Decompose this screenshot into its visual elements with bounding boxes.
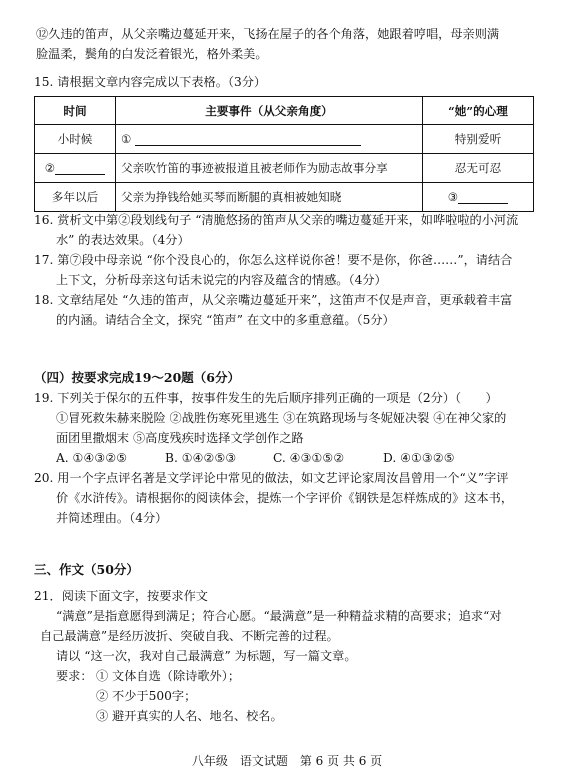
answer-blank-3[interactable] [458, 192, 508, 204]
q18-line-2: 的内涵。请结合全文，探究 “笛声” 在文中的多重意蕴。（5分） [56, 313, 395, 327]
q21-text-1: “满意”是指意愿得到满足；符合心愿。“最满意”是一种精益求精的高要求；追求“对 [56, 609, 502, 623]
part4-title: （四）按要求完成19～20题（6分） [34, 370, 240, 385]
q21-requirement-1: ① 文体自选（除诗歌外）； [96, 669, 241, 683]
q19-option-b: B. ①④②⑤③ [165, 451, 237, 465]
passage-line-1: ⑫久违的笛声，从父亲嘴边蔓延开来，飞扬在屋子的各个角落，她跟着哼唱，母亲则满 [36, 27, 500, 41]
header-mind: “她”的心理 [423, 97, 534, 125]
q21-requirement-2: ② 不少于500字； [96, 689, 197, 703]
q17-line-1: 17. 第⑦段中母亲说 “你个没良心的，你怎么这样说你爸！要不是你，你爸……”，请结合 [34, 253, 513, 267]
q18-line-1: 18. 文章结尾处 “久违的笛声，从父亲嘴边蔓延开来”，这笛声不仅是声音，更承载着丰富 [34, 293, 513, 307]
row3-time: 多年以后 [35, 183, 116, 212]
q19-items-1: ①冒死救朱赫来脱险 ②战胜伤寒死里逃生 ③在筑路现场与冬妮娅决裂 ④在神父家的 [56, 411, 507, 425]
table-row [35, 125, 534, 154]
row1-mind: 特别爱听 [423, 125, 534, 154]
q19-stem: 19. 下列关于保尔的五件事，按事件发生的先后顺序排列正确的一项是（2分）（ ） [34, 391, 498, 405]
row1-event: ① [121, 132, 132, 146]
row2-time-cell [35, 154, 116, 183]
q19-option-c: C. ④③①⑤② [273, 451, 345, 465]
row1-time: 小时候 [35, 125, 116, 154]
row3-mind: ③ [447, 190, 459, 204]
header-time: 时间 [35, 97, 116, 125]
q21-requirements-label: 要求： [56, 669, 93, 683]
row3-mind-cell [423, 183, 534, 212]
q20-line-2: 价《水浒传》。请根据你的阅读体会，提炼一个字评价《钢铁是怎样炼成的》这本书， [56, 491, 514, 505]
row3-event: 父亲为挣钱给她买琴而断腿的真相被她知晓 [116, 183, 423, 212]
table-row [35, 183, 534, 212]
q16-line-2: 水” 的表达效果。（4分） [56, 233, 190, 247]
q15-stem: 15. 请根据文章内容完成以下表格。（3分） [34, 75, 267, 89]
q16-line-1: 16. 赏析文中第②段划线句子 “清脆悠扬的笛声从父亲的嘴边蔓延开来，如哗啦啦的小河流 [34, 213, 519, 227]
q19-option-a: A. ①④③②⑤ [56, 451, 128, 465]
q21-stem: 21．阅读下面文字，按要求作文 [34, 589, 208, 603]
part3-title: 三、作文（50分） [34, 562, 139, 577]
header-event: 主要事件（从父亲角度） [116, 97, 423, 125]
row2-time: ② [44, 161, 56, 175]
q21-requirement-3: ③ 避开真实的人名、地名、校名。 [96, 709, 283, 723]
row2-mind: 忍无可忍 [423, 154, 534, 183]
row1-event-cell [116, 125, 423, 154]
q19-option-d: D. ④①③②⑤ [383, 451, 455, 465]
passage-line-2: 脸温柔，鬓角的白发泛着银光，格外柔美。 [36, 47, 268, 61]
answer-blank-2[interactable] [55, 163, 105, 175]
table-header-row [35, 97, 534, 125]
row2-event: 父亲吹竹笛的事迹被报道且被老师作为励志故事分享 [116, 154, 423, 183]
q20-line-3: 并简述理由。（4分） [56, 511, 168, 525]
q21-text-2: 自己最满意”是经历波折、突破自我、不断完善的过程。 [40, 629, 339, 643]
q20-line-1: 20. 用一个字点评名著是文学评论中常见的做法，如文艺评论家周汝昌曾用一个“义”字评 [34, 471, 509, 485]
page-footer: 八年级 语文试题 第 6 页 共 6 页 [191, 754, 383, 768]
q21-text-3: 请以 “这一次，我对自己最满意” 为标题，写一篇文章。 [56, 649, 357, 663]
q15-table [34, 96, 534, 212]
q17-line-2: 上下文，分析母亲这句话未说完的内容及蕴含的情感。（4分） [56, 273, 387, 287]
table-row [35, 154, 534, 183]
answer-blank-1[interactable] [135, 134, 361, 146]
q19-items-2: 面团里撒烟末 ⑤高度残疾时选择文学创作之路 [56, 431, 304, 445]
